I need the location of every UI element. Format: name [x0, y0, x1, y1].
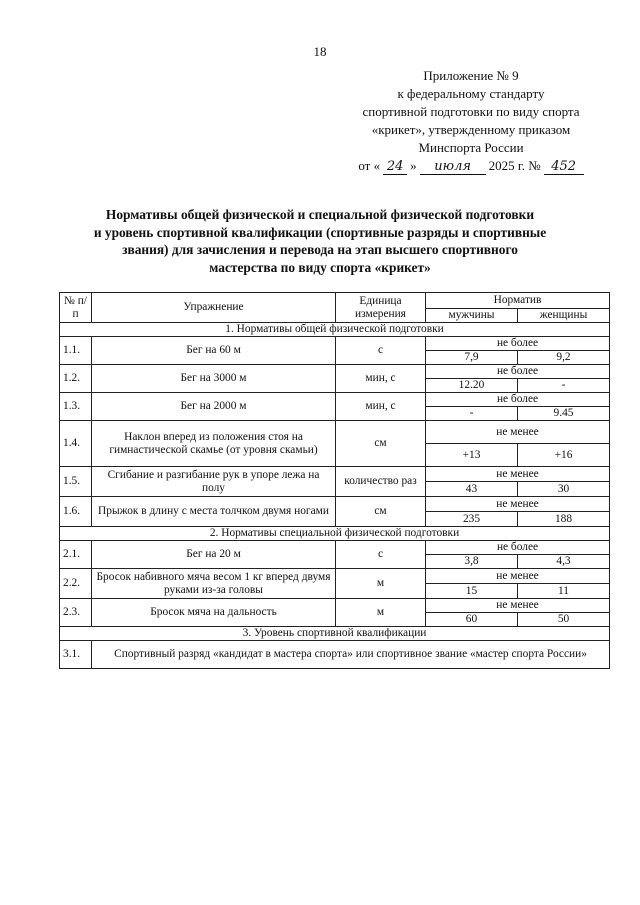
exercise-unit: см — [336, 497, 426, 527]
header-norm: Норматив — [426, 293, 610, 309]
order-day: 24 — [383, 160, 407, 175]
norm-women: 4,3 — [518, 555, 610, 569]
page-number: 18 — [313, 44, 327, 59]
section-row — [60, 527, 610, 541]
row-num: 2.3. — [60, 599, 92, 627]
exercise-unit: см — [336, 421, 426, 467]
row-num: 3.1. — [60, 641, 92, 669]
norm-women: 30 — [518, 482, 610, 497]
norm-condition: не более — [426, 365, 610, 379]
norm-men: - — [426, 407, 518, 421]
title-line: звания) для зачисления и перевода на этап высшего спортивного — [122, 242, 518, 257]
exercise-row — [60, 365, 610, 379]
row-num: 2.2. — [60, 569, 92, 599]
norms-table — [59, 292, 610, 669]
appendix-line: Приложение № 9 — [423, 68, 519, 83]
row-num: 1.3. — [60, 393, 92, 421]
exercise-row — [60, 393, 610, 407]
norm-women: 50 — [518, 613, 610, 627]
order-month: июля — [420, 160, 486, 175]
row-num: 1.5. — [60, 467, 92, 497]
section-row — [60, 323, 610, 337]
header-women: женщины — [518, 309, 610, 323]
exercise-unit: с — [336, 337, 426, 365]
norm-men: 15 — [426, 584, 518, 599]
norm-men: 235 — [426, 512, 518, 527]
exercise-row — [60, 421, 610, 444]
norm-condition: не менее — [426, 497, 610, 512]
exercise-name: Наклон вперед из положения стоя на гимнастической скамье (от уровня скамьи) — [92, 421, 336, 467]
exercise-name: Бег на 20 м — [92, 541, 336, 569]
section-title: 3. Уровень спортивной квалификации — [60, 627, 610, 641]
exercise-row — [60, 569, 610, 584]
header-row — [60, 293, 610, 309]
norm-condition: не менее — [426, 467, 610, 482]
norm-condition: не менее — [426, 421, 610, 444]
header-num: № п/п — [60, 293, 92, 323]
norm-condition: не менее — [426, 569, 610, 584]
row-num: 1.1. — [60, 337, 92, 365]
exercise-row — [60, 467, 610, 482]
order-mid: » — [410, 158, 417, 173]
norm-condition: не менее — [426, 599, 610, 613]
qualification-text: Спортивный разряд «кандидат в мастера спорта» или спортивное звание «мастер спорта России» — [92, 641, 610, 669]
section-title: 2. Нормативы специальной физической подготовки — [60, 527, 610, 541]
exercise-name: Бросок набивного мяча весом 1 кг вперед двумя руками из-за головы — [92, 569, 336, 599]
title-line: Нормативы общей физической и специальной физической подготовки — [105, 207, 535, 222]
norms-table-body — [60, 293, 610, 669]
row-num: 2.1. — [60, 541, 92, 569]
exercise-name: Бег на 3000 м — [92, 365, 336, 393]
appendix-line: к федеральному стандарту — [397, 86, 545, 101]
exercise-unit: с — [336, 541, 426, 569]
title-line: и уровень спортивной квалификации (спортивные разряды и спортивные — [93, 224, 547, 240]
order-year: 2025 г. № — [488, 158, 541, 173]
exercise-row — [60, 337, 610, 351]
exercise-name: Прыжок в длину с места толчком двумя ногами — [92, 497, 336, 527]
norm-men: 3,8 — [426, 555, 518, 569]
exercise-unit: мин, с — [336, 365, 426, 393]
norm-men: 60 — [426, 613, 518, 627]
qualification-row — [60, 641, 610, 669]
header-unit: Единица измерения — [336, 293, 426, 323]
appendix-line: спортивной подготовки по виду спорта — [362, 104, 580, 119]
row-num: 1.6. — [60, 497, 92, 527]
exercise-name: Бег на 2000 м — [92, 393, 336, 421]
document-title — [60, 206, 580, 276]
norm-condition: не более — [426, 337, 610, 351]
exercise-row — [60, 599, 610, 613]
exercise-unit: мин, с — [336, 393, 426, 421]
norm-men: +13 — [426, 444, 518, 467]
norm-women: - — [518, 379, 610, 393]
exercise-row — [60, 541, 610, 555]
row-num: 1.4. — [60, 421, 92, 467]
title-line: мастерства по виду спорта «крикет» — [209, 259, 431, 275]
norm-men: 12.20 — [426, 379, 518, 393]
norm-women: 9,2 — [518, 351, 610, 365]
exercise-name: Сгибание и разгибание рук в упоре лежа на полу — [92, 467, 336, 497]
order-prefix: от « — [358, 158, 381, 173]
norm-women: 9.45 — [518, 407, 610, 421]
norm-women: 11 — [518, 584, 610, 599]
section-title: 1. Нормативы общей физической подготовки — [60, 323, 610, 337]
norm-men: 43 — [426, 482, 518, 497]
header-exercise: Упражнение — [92, 293, 336, 323]
norm-condition: не более — [426, 541, 610, 555]
appendix-block — [330, 67, 612, 175]
appendix-line: Минспорта России — [418, 140, 524, 155]
appendix-line: «крикет», утвержденному приказом — [371, 122, 571, 137]
exercise-unit: м — [336, 569, 426, 599]
norm-women: 188 — [518, 512, 610, 527]
norm-condition: не более — [426, 393, 610, 407]
row-num: 1.2. — [60, 365, 92, 393]
exercise-row — [60, 497, 610, 512]
section-row — [60, 627, 610, 641]
order-line — [330, 157, 612, 175]
order-number: 452 — [544, 160, 584, 175]
norm-women: +16 — [518, 444, 610, 467]
header-men: мужчины — [426, 309, 518, 323]
norm-men: 7,9 — [426, 351, 518, 365]
exercise-name: Бросок мяча на дальность — [92, 599, 336, 627]
exercise-name: Бег на 60 м — [92, 337, 336, 365]
exercise-unit: количество раз — [336, 467, 426, 497]
exercise-unit: м — [336, 599, 426, 627]
